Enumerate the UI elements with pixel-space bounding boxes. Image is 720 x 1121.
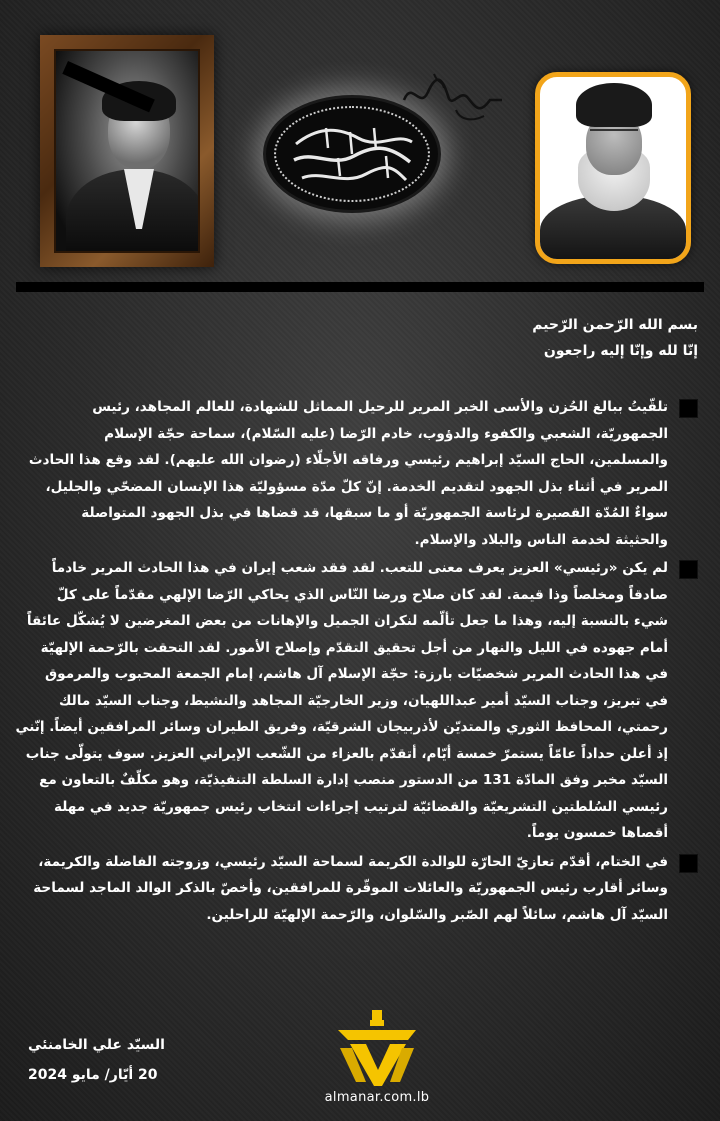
paragraph-bullet-icon — [679, 560, 698, 579]
logo-url[interactable]: almanar.com.lb — [324, 1090, 430, 1105]
signature-icon — [398, 70, 508, 128]
paragraph-line: في الختام، أقدّم تعازيّ الحارّة للوالدة الكريمة لسماحة السيّد رئيسي، وزوجته الفاضلة والكريمة، — [38, 853, 668, 870]
paragraph-bullet-icon — [679, 399, 698, 418]
paragraph-3 — [22, 849, 698, 929]
portrait-right-frame — [535, 72, 691, 264]
paragraph-line: صادقاً ومخلصاً وذا قيمة. لقد كان صلاح ورضا النّاس الذي يحاكي الرّضا الإلهي مقدّماً على كلّ — [56, 586, 668, 603]
signoff — [28, 1030, 165, 1090]
message-body — [15, 312, 698, 930]
paragraph-line: في تبريز، وجناب السيّد أمير عبداللهيان، وزير الخارجيّة المجاهد والنشيط، وجناب السيّد مالك — [59, 692, 668, 709]
paragraph-line: رحمتي، المحافظ الثوري والمتديّن لأذربيجان الشرقيّة، وفريق الطيران وسائر المرافقين أيضاً. إنّني — [15, 719, 668, 735]
paragraph-line: أمام جهوده في الليل والنهار من أجل تحقيق التقدّم وإصلاح الأمور. لقد التحقت بالرّحمة الإلهيّة — [40, 639, 668, 656]
portrait-right-turban — [576, 83, 652, 127]
paragraph-line: السيّد آل هاشم، سائلاً لهم الصّبر والسّلوان، والرّحمة الإلهيّة للراحلين. — [206, 906, 668, 923]
paragraph-line: إذ أعلن حداداً عامّاً يستمرّ خمسة أيّام، أتقدّم بالعزاء من الشّعب الإيراني العزيز. سوف يتولّى جناب — [25, 745, 668, 762]
paragraph-1 — [22, 394, 698, 553]
paragraph-line: تلقّيتُ ببالغ الحُزن والأسى الخبر المرير للرحيل المماثل للشهادة، للعالم المجاهد، رئيس — [92, 399, 668, 415]
paragraph-2 — [15, 555, 698, 847]
almanar-logo[interactable] — [322, 1008, 432, 1113]
paragraph-line: سواءٌ المُدّة القصيرة لرئاسة الجمهوريّة أو ما سبقها، قد قضاها في بذل الجهود المتواصلة — [81, 505, 668, 521]
header-divider — [16, 282, 704, 292]
portrait-left-frame — [40, 35, 214, 267]
paragraph-line: لم يكن «رئيسي» العزيز يعرف معنى للتعب. لقد فقد شعب إيران في هذا الحادث المرير خادماً — [51, 560, 668, 576]
paragraph-line: في هذا الحادث المرير شخصيّات بارزة: حجّة الإسلام آل هاشم، إمام الجمعة المحبوب والمرموق — [45, 666, 668, 682]
paragraph-bullet-icon — [679, 854, 698, 873]
almanar-logo-icon — [322, 1008, 432, 1090]
istirja: إنّا لله وإنّا إليه راجعون — [543, 343, 698, 359]
signoff-name: السيّد علي الخامنئي — [28, 1037, 165, 1053]
paragraph-line: الجمهوريّة، الشعبي والكفوء والدؤوب، خادم الرّضا (عليه السّلام)، سماحة حجّة الإسلام — [104, 425, 668, 442]
basmala: بسم الله الرّحمن الرّحيم — [532, 317, 698, 333]
paragraph-line: وسائر أقارب رئيس الجمهوريّة والعائلات الموقّرة للمرافقين، وأخصّ بالذكر الوالد الماجد لسماحة — [33, 880, 668, 896]
signoff-date: 20 أيّار/ مايو 2024 — [28, 1067, 158, 1083]
paragraph-line: رئيسي السُلطتين التشريعيّة والقضائيّة لترتيب إجراءات انتخاب رئيس جمهوريّة جديد في مهلة — [54, 798, 668, 815]
paragraph-line: أقصاها خمسون يوماً. — [526, 825, 668, 841]
paragraph-line: شيء بالنسبة إليه، وهذا ما جعل تألّمه لنكران الجميل والإهانات من بعض المغرضين لا يُشكّل عائقاً — [26, 613, 668, 629]
portrait-right-glasses — [590, 129, 638, 141]
paragraph-line: المرير في أثناء بذل الجهود لتقديم الخدمة. إنّ كلّ مدّة مسؤوليّة هذا الإنسان المضحّي والجليل، — [45, 478, 668, 495]
paragraph-line: والمسلمين، الحاج السيّد إبراهيم رئيسي ورفاقه الأجلّاء (رضوان الله عليهم). لقد وقع هذا الحادث — [28, 452, 668, 468]
paragraph-line: والحثيثة لخدمة الناس والبلاد والإسلام. — [414, 531, 668, 548]
paragraph-line: السيّد مخبر وفق المادّة 131 من الدستور منصب إدارة السلطة التنفيذيّة، وهو مكلّفٌ بالتعاون مع — [39, 772, 668, 788]
